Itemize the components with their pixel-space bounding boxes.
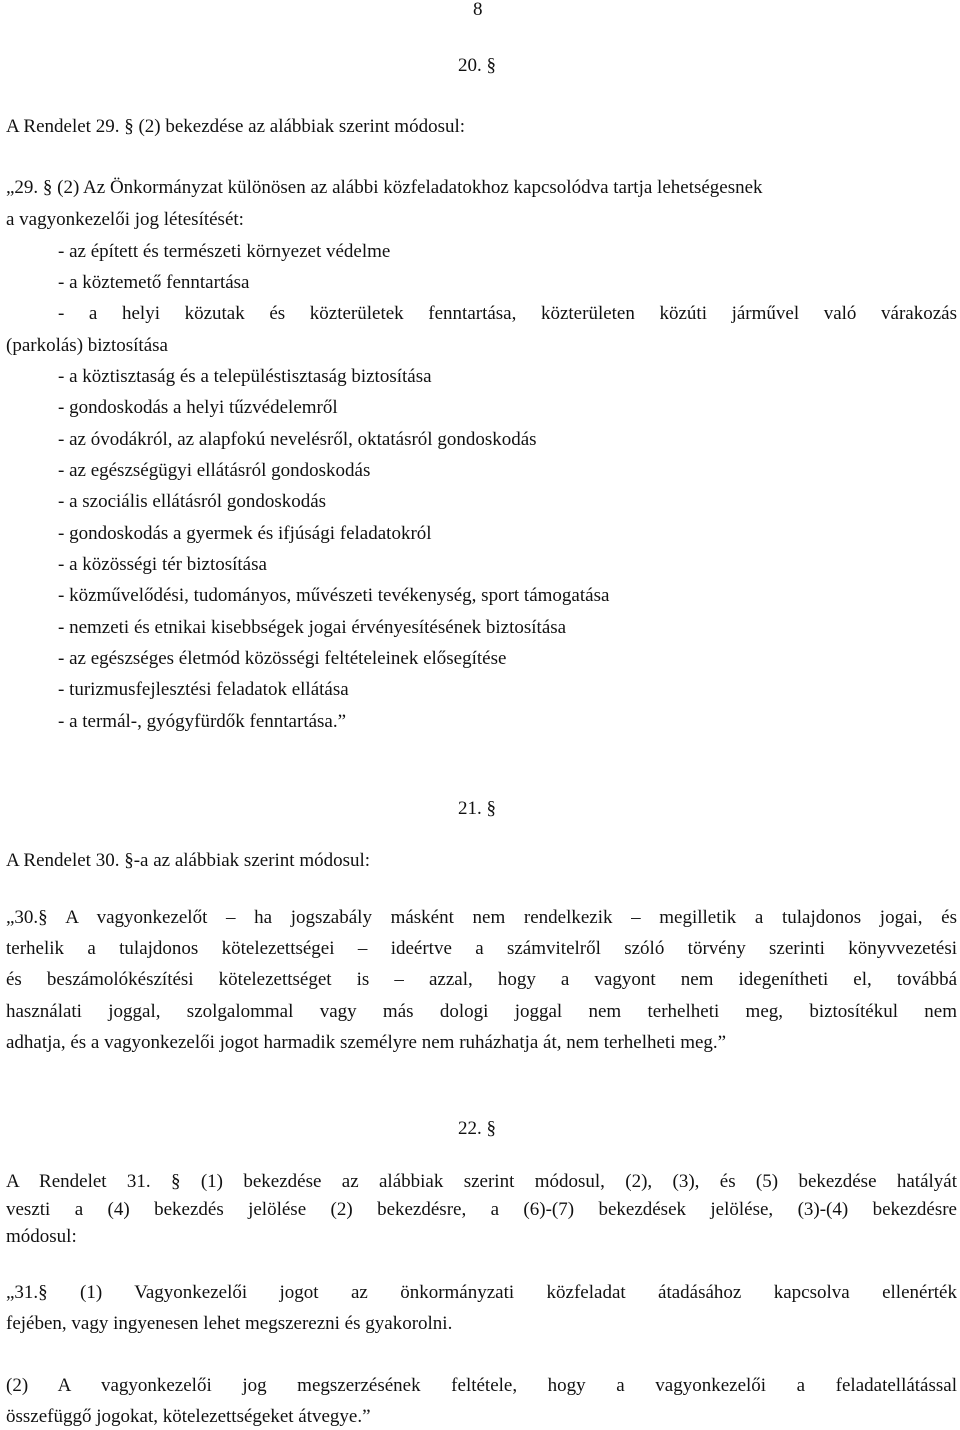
list-item: - gondoskodás a gyermek és ifjúsági feladatokról <box>58 523 432 544</box>
section-22-para2-line-last: összefüggő jogokat, kötelezettségeket átvegye.” <box>6 1406 371 1427</box>
list-item: - az épített és természeti környezet védelme <box>58 241 391 262</box>
page-number: 8 <box>473 0 483 20</box>
section-21-para-line: használati joggal, szolgalommal vagy más dologi joggal nem terhelheti meg, biztosítékul nem <box>6 1001 957 1022</box>
section-21-intro: A Rendelet 30. §-a az alábbiak szerint módosul: <box>6 850 371 871</box>
section-21-para-line-last: adhatja, és a vagyonkezelői jogot harmadik személyre nem ruházhatja át, nem terhelheti meg.” <box>6 1032 727 1053</box>
section-21-para-line: „30.§ A vagyonkezelőt – ha jogszabály másként nem rendelkezik – megilletik a tulajdonos jogai, és <box>6 907 957 928</box>
list-item: - közművelődési, tudományos, művészeti tevékenység, sport támogatása <box>58 585 610 606</box>
list-item: - a szociális ellátásról gondoskodás <box>58 491 327 512</box>
section-20-heading: 20. § <box>458 55 496 76</box>
list-item: - a köztemető fenntartása <box>58 272 250 293</box>
section-22-intro-line: A Rendelet 31. § (1) bekezdése az alábbiak szerint módosul, (2), (3), és (5) bekezdése hatályát <box>6 1171 957 1192</box>
list-item: - gondoskodás a helyi tűzvédelemről <box>58 397 338 418</box>
list-item: - az egészséges életmód közösségi feltételeinek elősegítése <box>58 648 507 669</box>
list-item: - a közösségi tér biztosítása <box>58 554 267 575</box>
list-item: - az egészségügyi ellátásról gondoskodás <box>58 460 371 481</box>
section-22-heading: 22. § <box>458 1118 496 1139</box>
section-22-para2-line: (2) A vagyonkezelői jog megszerzésének feltétele, hogy a vagyonkezelői a feladatellátással <box>6 1375 957 1396</box>
section-21-para-line: terhelik a tulajdonos kötelezettségei – ideértve a számvitelről szóló törvény szerinti könyvvezetési <box>6 938 957 959</box>
list-item: - az óvodákról, az alapfokú nevelésről, oktatásról gondoskodás <box>58 429 537 450</box>
list-item-continuation: (parkolás) biztosítása <box>6 335 168 356</box>
list-item: - nemzeti és etnikai kisebbségek jogai érvényesítésének biztosítása <box>58 617 567 638</box>
list-item: - a köztisztaság és a településtisztaság biztosítása <box>58 366 432 387</box>
list-item: - turizmusfejlesztési feladatok ellátása <box>58 679 349 700</box>
section-22-intro-line-last: módosul: <box>6 1226 77 1247</box>
section-20-para-line-1: „29. § (2) Az Önkormányzat különösen az alábbi közfeladatokhoz kapcsolódva tartja lehetségesnek <box>6 177 763 198</box>
list-item: - a termál-, gyógyfürdők fenntartása.” <box>58 711 347 732</box>
section-22-para1-line-last: fejében, vagy ingyenesen lehet megszerezni és gyakorolni. <box>6 1313 453 1334</box>
section-21-para-line: és beszámolókészítési kötelezettséget is – azzal, hogy a vagyont nem idegenítheti el, továbbá <box>6 969 957 990</box>
section-20-para-line-2: a vagyonkezelői jog létesítését: <box>6 209 244 230</box>
section-20-intro: A Rendelet 29. § (2) bekezdése az alábbiak szerint módosul: <box>6 116 466 137</box>
list-item-justified: - a helyi közutak és közterületek fenntartása, közterületen közúti járművel való várakozás <box>58 303 957 324</box>
section-21-heading: 21. § <box>458 798 496 819</box>
section-22-para1-line: „31.§ (1) Vagyonkezelői jogot az önkormányzati közfeladat átadásához kapcsolva ellenérték <box>6 1282 957 1303</box>
section-22-intro-line: veszti a (4) bekezdés jelölése (2) bekezdésre, a (6)-(7) bekezdések jelölése, (3)-(4) bekezdésre <box>6 1199 957 1220</box>
